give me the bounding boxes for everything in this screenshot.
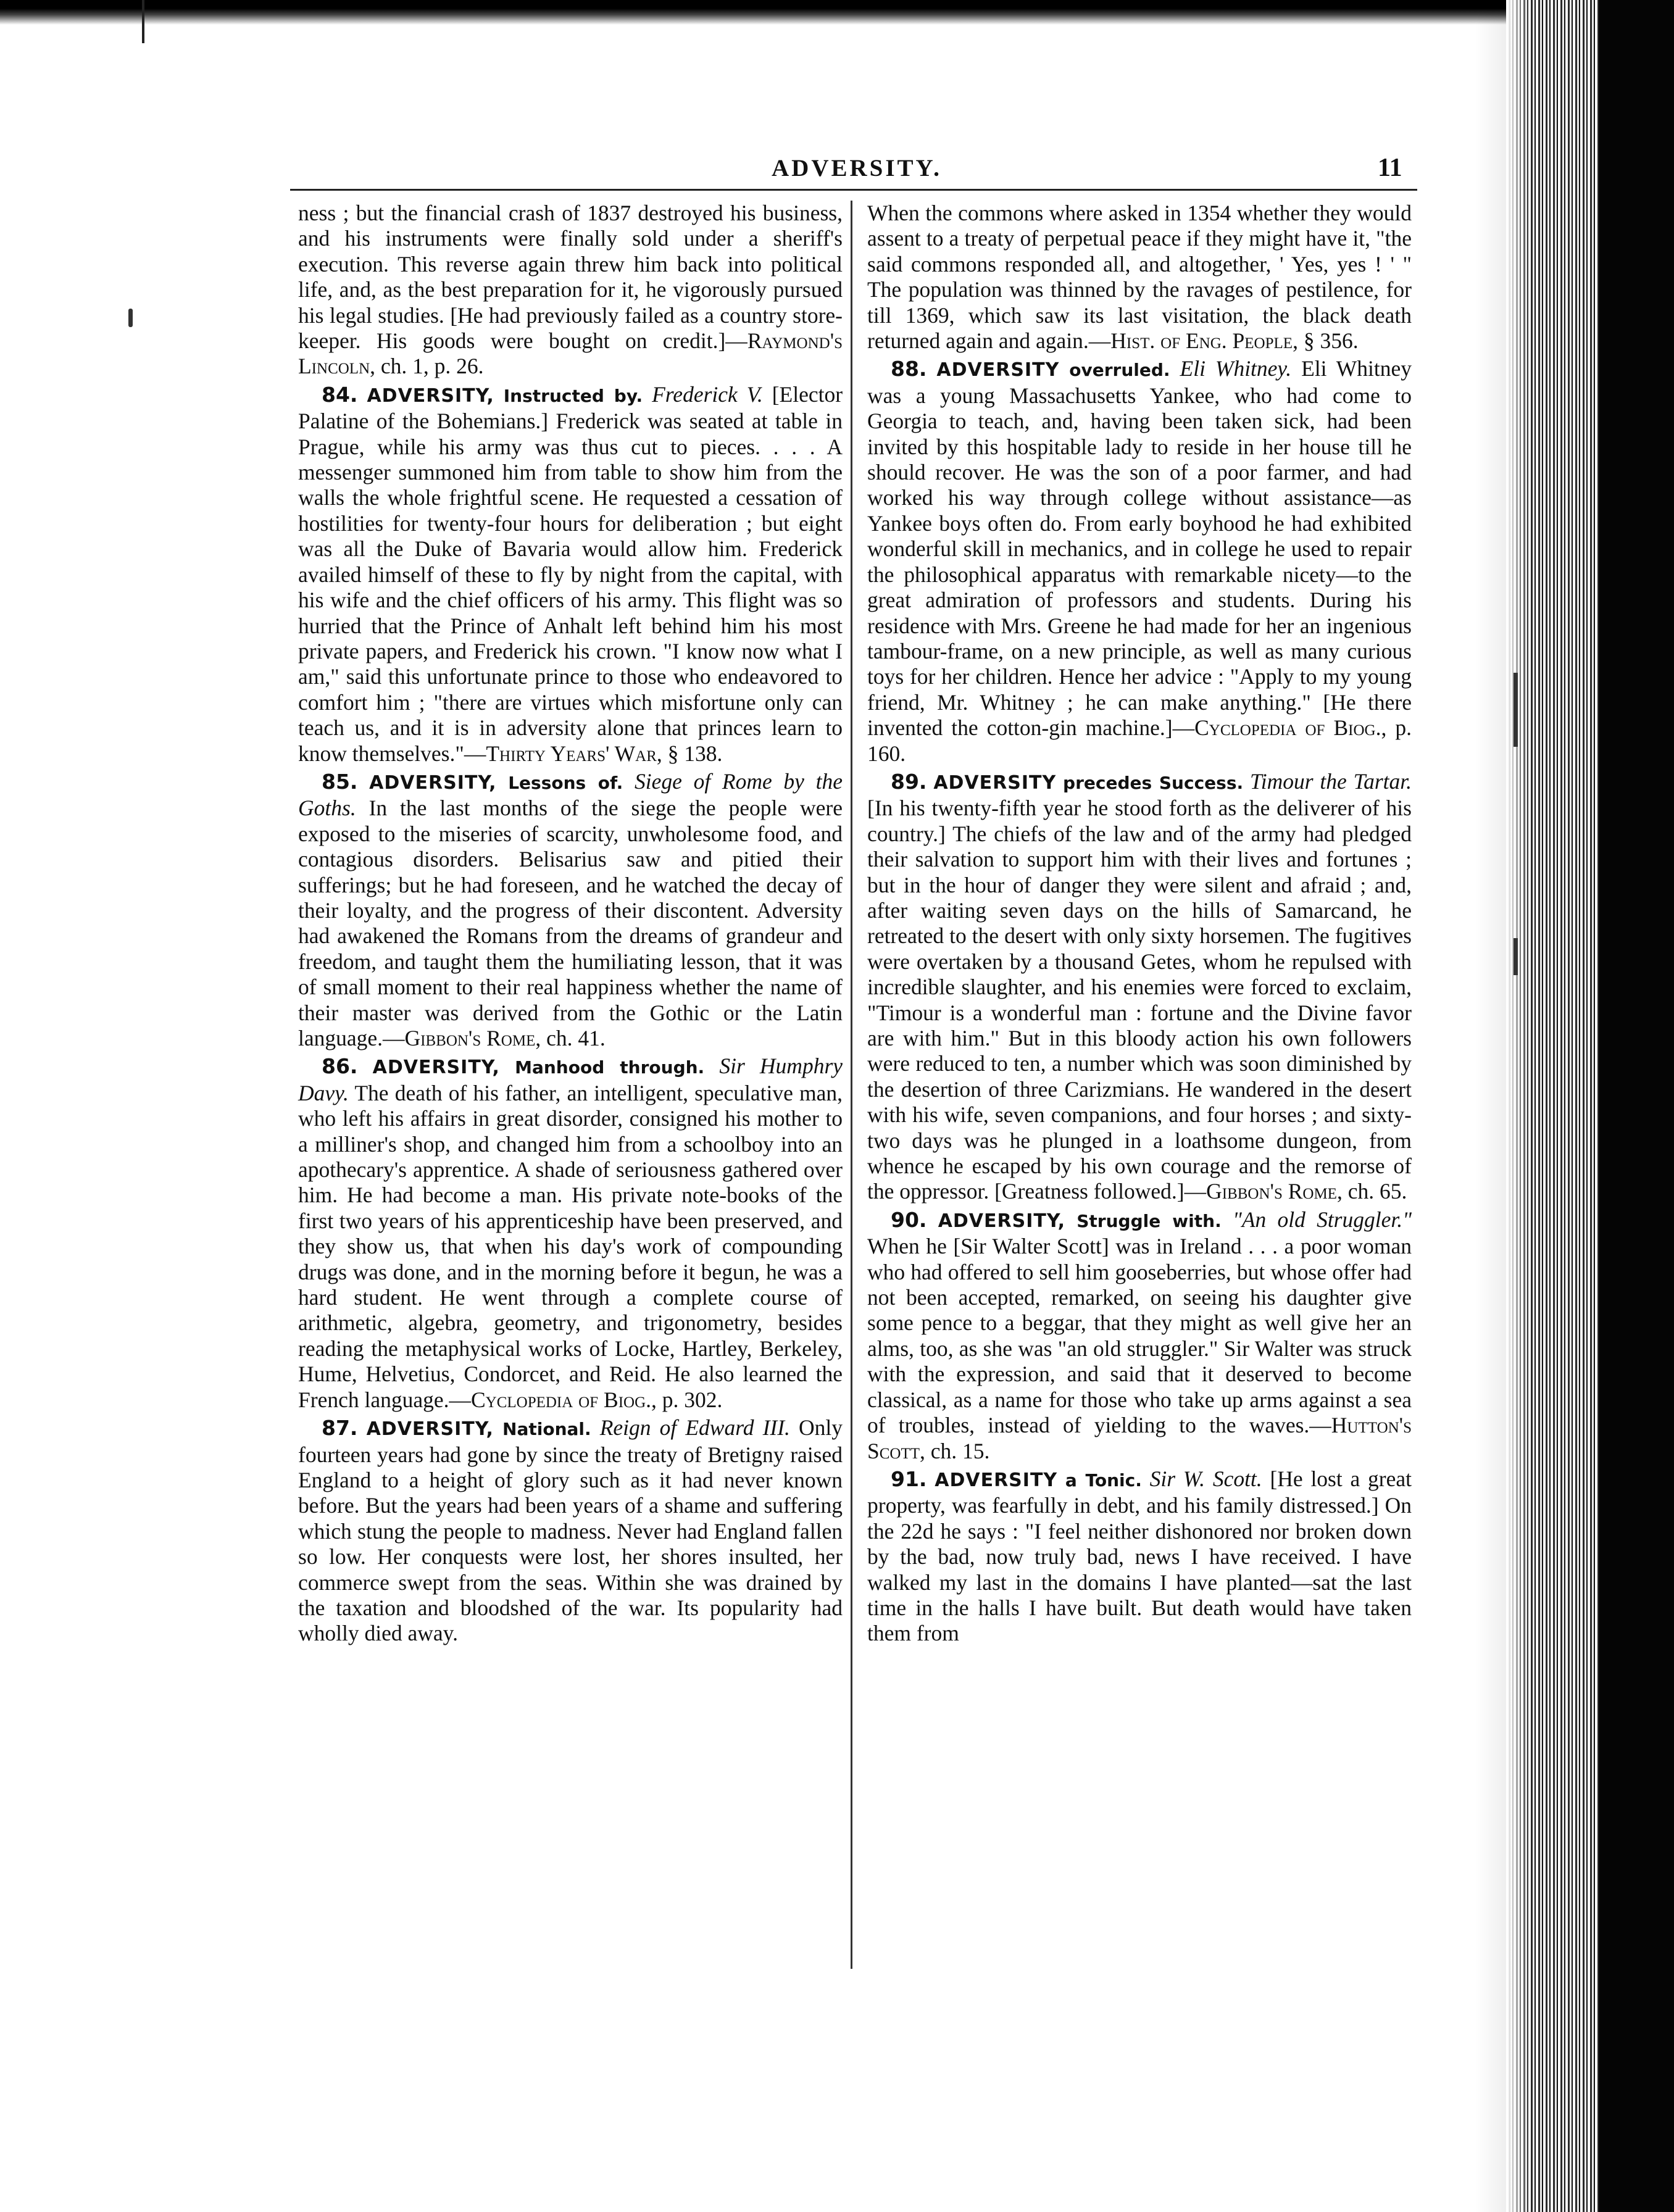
source-citation: Gibbon's Rome: [1206, 1179, 1337, 1204]
entry-number: 89.: [891, 769, 927, 794]
entry-subhead: Instructed by.: [503, 385, 643, 406]
entry-subhead: Struggle with.: [1076, 1210, 1222, 1231]
entry-title: Eli Whitney.: [1180, 356, 1292, 381]
entry-body: The death of his father, an intelligent, speculative man, who left his affairs in great disorder, consigned his mother to a milliner's shop, and changed him from a schoolboy into an apothecary's apprentice. A shade of seriousness gathered over him. He had become a man. His private note-books of the first two years of his apprenticeship have been preserved, and they show us, that when his day's work of compounding drugs was done, and in the morning before it begun, he was a hard student. He went through a complete course of arithmetic, algebra, geometry, and trigonometry, besides reading the metaphysical works of Locke, Hartley, Berkeley, Hume, Helvetius, Condorcet, and Reid. He also learned the French language.—: [298, 1080, 843, 1412]
entry-85: 85. ADVERSITY, Lessons of. Siege of Rome by the Goths. In the last months of the siege the people were exposed to the miseries of scarcity, unwholesome food, and contagious disorders. Belisarius saw and pitied their sufferings; but he had foreseen, and he watched the decay of their loyalty, and the progress of their discontent. Adversity had awakened the Romans from the dreams of grandeur and freedom, and taught them the humiliating lesson, that it was of small moment to their real happiness whether the name of their master was derived from the Gothic or the Latin language.—Gibbon's Rome, ch. 41.: [298, 768, 843, 1050]
entry-title: Reign of Edward III.: [599, 1415, 790, 1441]
entry-title: Timour the Tartar.: [1249, 768, 1412, 794]
header-rule: [290, 189, 1417, 191]
entry-keyword: ADVERSITY: [936, 359, 1060, 381]
entry-keyword: ADVERSITY,: [938, 1210, 1066, 1232]
edge-mark: [1514, 938, 1518, 975]
entry-body: In the last months of the siege the people were exposed to the miseries of scarcity, unwholesome food, and contagious disorders. Belisarius saw and pitied their sufferings; but he had foreseen, and he watched the decay of their loyalty, and the progress of their discontent. Adversity had awakened the Romans from the dreams of grandeur and freedom, and taught them the humiliating lesson, that it was of small moment to their real happiness whether the name of their master was derived from the Gothic or the Latin language.—: [298, 796, 843, 1050]
entry-title: Sir W. Scott.: [1149, 1466, 1262, 1491]
source-citation: Cyclopedia of Biog.: [470, 1387, 652, 1412]
entry-keyword: ADVERSITY: [933, 771, 1057, 794]
entry-keyword: ADVERSITY,: [366, 1418, 494, 1441]
entry-88: 88. ADVERSITY overruled. Eli Whitney. Eli Whitney was a young Massachusetts Yankee, who had come to Georgia to teach, and, having been taken sick, had been invited by this hospitable lady to reside in her house till he should recover. He was the son of a poor farmer, and had worked his way through college without assistance—as Yankee boys often do. From early boyhood he had exhibited wonderful skill in mechanics, and in college he used to repair the philosophical apparatus with remarkable nicety—to the great admiration of professors and students. During his residence with Mrs. Greene he had made for her an ingenious tambour-frame, on a new principle, as well as many curious toys for her children. Hence her advice : "Apply to my young friend, Mr. Whitney ; he can make anything." [He there invented the cotton-gin machine.]—Cyclopedia of Biog., p. 160.: [867, 356, 1412, 766]
source-citation: Hist. of Eng. People: [1110, 328, 1293, 354]
continuation-paragraph: When the commons where asked in 1354 whether they would assent to a treaty of perpetual peace if they might have it, "the said commons responded all, and altogether, ' Yes, yes ! ' " The population was thinned by the ravages of pestilence, for till 1369, which saw its last visitation, the black death returned again and again.—Hist. of Eng. People, § 356.: [867, 201, 1412, 354]
entry-keyword: ADVERSITY,: [369, 771, 497, 794]
source-citation: Thirty Years' War: [486, 741, 657, 766]
entry-subhead: overruled.: [1069, 360, 1170, 381]
entry-body: [Elector Palatine of the Bohemians.] Frederick was seated at table in Prague, while his army was thus cut to pieces. . . . A messenger summoned him from table to show him from the walls the whole frightful scene. He requested a cessation of hostilities for twenty-four hours for deliberation ; but eight was all the Duke of Bavaria would allow him. Frederick availed himself of these to fly by night from the capital, with his wife and the chief officers of his army. This flight was so hurried that the Prince of Anhalt left behind him his most private papers, and Frederick his crown. "I know now what I am," said this unfortunate prince to those who endeavored to comfort him ; "there are virtues which misfortune only can teach us, and it is in adversity alone that princes learn to know themselves."—: [298, 381, 843, 766]
source-citation: Raymond's Lincoln: [298, 328, 843, 379]
entry-89: 89. ADVERSITY precedes Success. Timour the Tartar. [In his twenty-fifth year he stood forth as the deliverer of his country.] The chiefs of the law and of the army had pledged their salvation to support him with their lives and fortunes ; but in the hour of danger they were silent and afraid ; and, after waiting seven days on the hills of Samarcand, he retreated to the desert with only sixty horsemen. The fugitives were overtaken by a thousand Getes, whom he repulsed with incredible slaughter, and his enemies were forced to exclaim, "Timour is a wonderful man : fortune and the Divine favor are with him." But in this bloody action his own followers were reduced to ten, a number which was soon diminished by the desertion of three Carizmians. He wandered in the desert with his wife, seven companions, and four horses ; and sixty-two days was he plunged in a loathsome dungeon, from whence he escaped by his own courage and the remorse of the oppressor. [Greatness followed.]—Gibbon's Rome, ch. 65.: [867, 768, 1412, 1204]
source-citation: Hutton's Scott: [867, 1413, 1412, 1463]
entry-title: Sir Humphry Davy.: [298, 1054, 843, 1105]
source-citation: Cyclopedia of Biog.: [1194, 715, 1381, 741]
entry-body: When he [Sir Walter Scott] was in Ireland . . . a poor woman who had offered to sell him gooseberries, but whose offer had not been accepted, remarked, on seeing his daughter give some pence to a beggar, that they might as well give her an alms, too, as she was "an old struggler." Sir Walter was struck with the expression, and said that it deserved to become classical, as a name for those who take up arms against a sea of troubles, instead of yielding to the waves.—: [867, 1234, 1412, 1438]
continuation-paragraph: ness ; but the financial crash of 1837 destroyed his business, and his instruments were finally sold under a sheriff's execution. This reverse again threw him back into political life, and, as the best preparation for it, he vigorously pursued his legal studies. [He had previously failed as a country store-keeper. His goods were bought on credit.]—Raymond's Lincoln, ch. 1, p. 26.: [298, 201, 843, 379]
entry-91: [867, 1466, 1412, 1647]
entry-body: [He lost a great property, was fearfully in debt, and his family distressed.] On the 22d he says : "I feel neither dishonored nor broken down by the bad, now truly bad, news I have received. I have walked my last in the domains I have planted—sat the last time in the halls I have built. But death would have taken them from: [867, 1466, 1412, 1646]
entry-subhead: National.: [502, 1419, 591, 1440]
entry-subhead: precedes Success.: [1063, 772, 1244, 793]
page-edge-shade: [1506, 0, 1531, 2212]
entry-keyword: ADVERSITY,: [367, 385, 494, 407]
entry-subhead: Lessons of.: [508, 772, 623, 793]
entry-number: 87.: [322, 1416, 358, 1441]
source-citation: Gibbon's Rome: [404, 1026, 536, 1050]
entry-87: [298, 1415, 843, 1647]
entry-number: 85.: [322, 769, 358, 794]
entry-body: Eli Whitney was a young Massachusetts Yankee, who had come to Georgia to teach, and, having been taken sick, had been invited by this hospitable lady to reside in her house till he should recover. He was the son of a poor farmer, and had worked his way through college without assistance—as Yankee boys often do. From early boyhood he had exhibited wonderful skill in mechanics, and in college he used to repair the philosophical apparatus with remarkable nicety—to the great admiration of professors and students. During his residence with Mrs. Greene he had made for her an ingenious tambour-frame, on a new principle, as well as many curious toys for her children. Hence her advice : "Apply to my young friend, Mr. Whitney ; he can make anything." [He there invented the cotton-gin machine.]—: [867, 356, 1412, 741]
entry-number: 88.: [891, 357, 927, 381]
entry-subhead: a Tonic.: [1065, 1470, 1142, 1491]
entry-84: 84. ADVERSITY, Instructed by. Frederick V. [Elector Palatine of the Bohemians.] Frederick was seated at table in Prague, while his army was thus cut to pieces. . . . A messenger summoned him from table to show him from the walls the whole frightful scene. He requested a cessation of hostilities for twenty-four hours for deliberation ; but eight was all the Duke of Bavaria would allow him. Frederick availed himself of these to fly by night from the capital, with his wife and the chief officers of his army. This flight was so hurried that the Prince of Anhalt left behind him his most private papers, and Frederick his crown. "I know now what I am," said this unfortunate prince to those who endeavored to comfort him ; "there are virtues which misfortune only can teach us, and it is in adversity alone that princes learn to know themselves."—Thirty Years' War, § 138.: [298, 381, 843, 766]
entry-number: 84.: [322, 382, 358, 407]
scan-left-mark: [142, 0, 144, 43]
entry-body: Only fourteen years had gone by since the treaty of Bretigny raised England to a height of glory such as it had never known before. But the years had been years of a shame and suffering which stung the people to madness. Never had England fallen so low. Her conquests were lost, her shores insulted, her commerce swept from the seas. Within she was drained by the taxation and bloodshed of the war. Its popularity had wholly died away.: [298, 1415, 843, 1646]
column-divider: [851, 201, 852, 1969]
entry-keyword: ADVERSITY: [935, 1469, 1058, 1491]
entry-86: 86. ADVERSITY, Manhood through. Sir Humphry Davy. The death of his father, an intelligent, speculative man, who left his affairs in great disorder, consigned his mother to a milliner's shop, and changed him from a schoolboy into an apothecary's apprentice. A shade of seriousness gathered over him. He had become a man. His private note-books of the first two years of his apprenticeship have been preserved, and they show us, that when his day's work of compounding drugs was done, and in the morning before it begun, he was a hard student. He went through a complete course of arithmetic, algebra, geometry, and trigonometry, besides reading the metaphysical works of Locke, Hartley, Berkeley, Hume, Helvetius, Condorcet, and Reid. He also learned the French language.—Cyclopedia of Biog., p. 302.: [298, 1054, 843, 1412]
left-column: [298, 201, 843, 1647]
entry-subhead: Manhood through.: [515, 1057, 705, 1078]
entry-keyword: ADVERSITY,: [372, 1057, 500, 1079]
right-column: [867, 201, 1412, 1647]
entry-number: 86.: [322, 1054, 358, 1079]
edge-mark: [1514, 673, 1518, 747]
entry-number: 90.: [891, 1207, 927, 1232]
entry-title: "An old Struggler.": [1232, 1207, 1412, 1232]
page-number: 11: [1378, 154, 1402, 182]
entry-title: Siege of Rome by the Goths.: [298, 768, 843, 821]
scan-top-shadow: [0, 0, 1674, 25]
entry-title: Frederick V.: [652, 381, 763, 407]
entry-body: [In his twenty-fifth year he stood forth as the deliverer of his country.] The chiefs of the law and of the army had pledged their salvation to support him with their lives and fortunes ; but in the hour of danger they were silent and afraid ; and, after waiting seven days on the hills of Samarcand, he retreated to the desert with only sixty horsemen. The fugitives were overtaken by a thousand Getes, whom he repulsed with incredible slaughter, and his enemies were forced to exclaim, "Timour is a wonderful man : fortune and the Divine favor are with him." But in this bloody action his own followers were reduced to ten, a number which was soon diminished by the desertion of three Carizmians. He wandered in the desert with his wife, seven companions, and four horses ; and sixty-two days was he plunged in a loathsome dungeon, from whence he escaped by his own courage and the remorse of the oppressor. [Greatness followed.]—: [867, 796, 1412, 1204]
margin-blot: [128, 309, 133, 327]
running-head: ADVERSITY.: [772, 155, 942, 181]
entry-number: 91.: [891, 1466, 927, 1491]
entry-90: 90. ADVERSITY, Struggle with. "An old Struggler." When he [Sir Walter Scott] was in Ireland . . . a poor woman who had offered to sell him gooseberries, but whose offer had not been accepted, remarked, on seeing his daughter give some pence to a beggar, that they might as well give her an alms, too, as she was "an old struggler." Sir Walter was struck with the expression, and said that it deserved to become classical, as a name for those who take up arms against a sea of troubles, instead of yielding to the waves.—Hutton's Scott, ch. 15.: [867, 1207, 1412, 1463]
